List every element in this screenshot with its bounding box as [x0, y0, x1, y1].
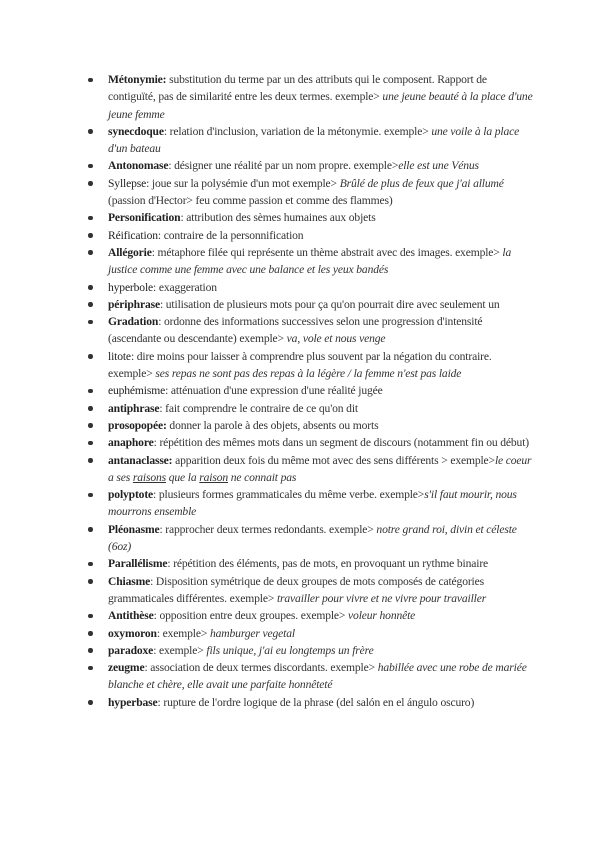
example: s'il faut mourir, nous mourrons ensemble: [108, 488, 517, 519]
definition: : utilisation de plusieurs mots pour ça qu'on pourrait dire avec seulement un: [159, 297, 500, 311]
list-item: [108, 227, 533, 244]
term: Gradation: [108, 315, 159, 329]
list-item: [108, 521, 533, 556]
list-item: [108, 348, 533, 383]
list-item: [108, 642, 533, 659]
definition: : exemple>: [156, 626, 208, 640]
term: Personification: [108, 211, 181, 225]
term: antanaclasse:: [108, 453, 173, 467]
term: périphrase: [108, 297, 160, 311]
definition: : rupture de l'ordre logique de la phrase (del salón en el ángulo oscuro): [157, 695, 475, 709]
example: habillée avec une robe de mariée blanche et chère, elle avait une parfaite honnêteté: [108, 661, 527, 692]
term: oxymoron: [108, 626, 157, 640]
definition: : plusieurs formes grammaticales du même verbe. exemple>: [153, 488, 425, 502]
term: synecdoque: [108, 124, 164, 138]
definition-continued: (passion d'Hector> feu comme passion et comme des flammes): [108, 194, 393, 208]
list-item: [108, 434, 533, 451]
list-item: [108, 209, 533, 226]
list-item: [108, 694, 533, 711]
example: Brûlé de plus de feux que j'ai allumé: [339, 176, 504, 190]
list-item: [108, 417, 533, 434]
example: hamburger vegetal: [207, 626, 295, 640]
example: va, vole et nous venge: [283, 332, 386, 346]
list-item: [108, 486, 533, 521]
list-item: [108, 313, 533, 348]
definition: : exemple>: [153, 643, 204, 657]
list-item: [108, 71, 533, 123]
definition: : association de deux termes discordants. exemple>: [144, 661, 375, 675]
example-part: le coeur a ses: [108, 453, 532, 484]
example: notre grand roi, divin et céleste (6oz): [108, 522, 517, 554]
definition: : contraire de la personnification: [157, 228, 304, 242]
definition: : joue sur la polysémie d'un mot exemple>: [146, 176, 340, 190]
definition: : fait comprendre le contraire de ce qu'on dit: [159, 401, 358, 415]
example-part: que la: [165, 470, 200, 484]
example: voleur honnête: [345, 609, 416, 623]
definition: : métaphore filée qui représente un thème abstrait avec des images. exemple>: [151, 245, 500, 259]
list-item: [108, 452, 533, 487]
term: Métonymie:: [108, 73, 167, 86]
list-item: [108, 659, 533, 694]
definition: : répétition des éléments, pas de mots, en provoquant un rythme binaire: [167, 557, 489, 571]
term: paradoxe: [108, 643, 154, 657]
underlined-word: raisons: [132, 470, 166, 484]
term: Pléonasme: [108, 522, 160, 536]
term: euphémisme: [108, 384, 166, 398]
definition: : rapprocher deux termes redondants. exemple>: [159, 522, 374, 536]
term: Syllepse: [108, 176, 147, 190]
definition: : désigner une réalité par un nom propre. exemple>: [168, 159, 399, 173]
example: ses repas ne sont pas des repas à la légère / la femme n'est pas laide: [152, 367, 462, 381]
list-item: [108, 625, 533, 642]
term: Antithèse: [108, 609, 154, 623]
definition: apparition deux fois du même mot avec des sens différents > exemple>: [172, 453, 495, 467]
definition: : attribution des sèmes humaines aux objets: [180, 211, 376, 225]
term: Allégorie: [108, 245, 152, 259]
term: litote: [108, 349, 131, 363]
example-part: ne connait pas: [228, 470, 297, 484]
definition: : exaggeration: [153, 280, 217, 294]
definition: : Disposition symétrique de deux groupes de mots composés de catégories grammaticales différentes. exemple>: [108, 574, 484, 605]
list-item: [108, 573, 533, 608]
term: hyperbase: [108, 695, 158, 709]
definition: : dire moins pour laisser à comprendre plus souvent par la négation du contraire. exemple>: [108, 349, 492, 381]
example: fils unique, j'ai eu longtemps un frère: [203, 643, 374, 657]
term: antiphrase: [108, 401, 160, 415]
definition: : opposition entre deux groupes. exemple>: [153, 609, 346, 623]
list-item: [108, 607, 533, 624]
term: Chiasme: [108, 574, 151, 588]
term: prosopopée:: [108, 418, 167, 432]
list-item: [108, 382, 533, 399]
term: Parallélisme: [108, 557, 168, 571]
list-item: [108, 296, 533, 313]
list-item: [108, 555, 533, 572]
definition: : relation d'inclusion, variation de la métonymie. exemple>: [163, 124, 429, 138]
list-item: [108, 400, 533, 417]
example: travailler pour vivre et ne vivre pour travailler: [274, 591, 487, 605]
definition: donner la parole à des objets, absents ou morts: [166, 418, 379, 432]
list-item: [108, 123, 533, 158]
definition: : ordonne des informations successives selon une progression d'intensité (ascendante ou descendante) exemple>: [108, 315, 483, 346]
example: une voile à la place d'un bateau: [108, 124, 520, 156]
definition: : répétition des mêmes mots dans un segment de discours (notamment fin ou début): [153, 436, 529, 450]
list-item: [108, 279, 533, 296]
definition: substitution du terme par un des attributs qui le composent. Rapport de contiguïté, pas de similarité entre les deux termes. exemple>: [108, 73, 487, 104]
list-item: [108, 175, 533, 210]
example: la justice comme une femme avec une balance et les yeux bandés: [108, 245, 512, 277]
term: Réification: [108, 228, 158, 242]
example: elle est une Vénus: [398, 159, 479, 173]
term: anaphore: [108, 436, 154, 450]
term: hyperbole: [108, 280, 154, 294]
list-item: [108, 157, 533, 174]
definition: : atténuation d'une expression d'une réalité jugée: [165, 384, 383, 398]
rhetoric-figures-list: [108, 71, 533, 711]
list-item: [108, 244, 533, 279]
term: polyptote: [108, 488, 154, 502]
term: Antonomase: [108, 159, 169, 173]
example: une jeune beauté à la place d'une jeune femme: [108, 90, 533, 121]
underlined-word: raison: [199, 470, 228, 484]
term: zeugme: [108, 661, 145, 675]
